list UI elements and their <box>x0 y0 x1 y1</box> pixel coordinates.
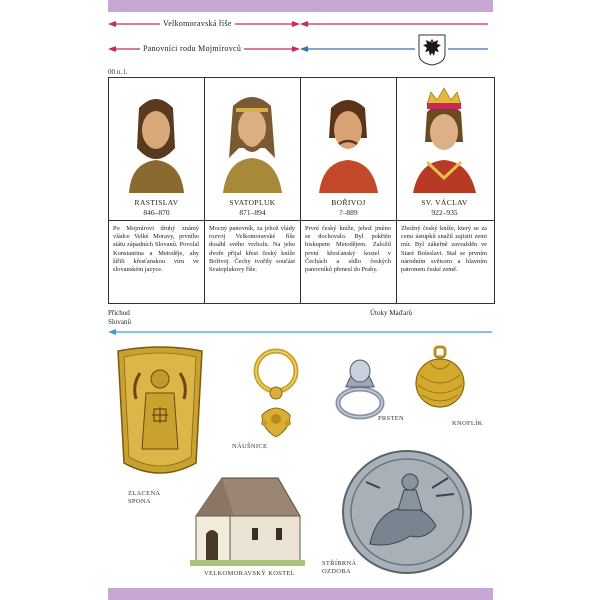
ruler-years: 846–870 <box>143 208 170 217</box>
earring-caption: NÁUŠNICE <box>232 443 268 450</box>
rastislav-portrait <box>109 78 204 193</box>
svatopluk-portrait <box>205 78 300 193</box>
ruler-years: ?–889 <box>339 208 358 217</box>
ruler-description: Zbožný český kníže, který se za cenu ústupků snažil zajistit zemi mír. Byl zákeřně zavražděn ve Staré Boleslavi. Stal se prvním národním světcem a hlavním patronem české země. <box>401 225 487 274</box>
bottom-band <box>108 588 493 600</box>
ruler-name: SV. VÁCLAV <box>421 198 468 207</box>
ring-image <box>330 345 390 425</box>
ruler-card <box>109 78 205 303</box>
ruler-card <box>397 78 493 303</box>
clasp-caption-line2: SPONA <box>128 498 151 505</box>
ruler-years: 871–894 <box>239 208 266 217</box>
ruler-name: BOŘIVOJ <box>331 198 366 207</box>
ruler-description: Mocný panovník, za jehož vlády rozvoj Velkomoravské říše dosáhl svého vrcholu. Na jeho dvoře přijal křest český kníže Bořivoj. Čechy tvořily součást Svatoplukovy říše. <box>209 225 295 274</box>
arrival-label-line1: Příchod <box>108 309 130 317</box>
arrival-label-line2: Slovanů <box>108 318 131 326</box>
century-marker: 00 n. l. <box>108 68 128 76</box>
ruler-description: První český kníže, jehož jméno se dochovalo. Byl pokřtěn biskupem Metodějem. Založil první křesťanský kostel v Čechách a sídlo českých panovníků přenesl do Prahy. <box>305 225 391 274</box>
ruler-name: RASTISLAV <box>134 198 179 207</box>
button-caption: KNOFLÍK <box>452 420 483 427</box>
earring-image <box>236 345 316 445</box>
hungarians-label: Útoky Maďarů <box>370 309 413 317</box>
great-moravia-label: Velkomoravská říše <box>160 19 235 28</box>
ring-caption: PRSTEN <box>378 415 405 422</box>
ornament-caption-line2: OZDOBA <box>322 568 351 575</box>
timeline-arrows <box>0 0 600 80</box>
ornament-caption-line1: STŘÍBRNÁ <box>322 560 357 567</box>
silver-ornament-image <box>340 448 474 576</box>
hungarians-arrow <box>0 326 600 338</box>
dynasty-label: Panovníci rodu Mojmírovců <box>140 44 244 53</box>
gilded-clasp-image <box>110 345 210 483</box>
ruler-years: 922–935 <box>431 208 458 217</box>
ruler-description: Po Mojmírovi druhý známý vládce Velké Moravy, prvního státu západních Slovanů. Povolal Konstantina a Metoděje, aby šířili křesťanskou víru ve slovanském jazyce. <box>113 225 199 274</box>
vaclav-portrait <box>397 78 492 193</box>
eagle-emblem-icon <box>418 34 446 66</box>
ruler-card <box>205 78 301 303</box>
ruler-name: SVATOPLUK <box>229 198 276 207</box>
clasp-caption-line1: ZLACENÁ <box>128 490 161 497</box>
church-caption: VELKOMORAVSKÝ KOSTEL <box>204 570 295 577</box>
ruler-card <box>301 78 397 303</box>
rulers-table <box>108 77 495 304</box>
borivoj-portrait <box>301 78 396 193</box>
church-image <box>190 470 305 566</box>
button-image <box>410 345 470 415</box>
